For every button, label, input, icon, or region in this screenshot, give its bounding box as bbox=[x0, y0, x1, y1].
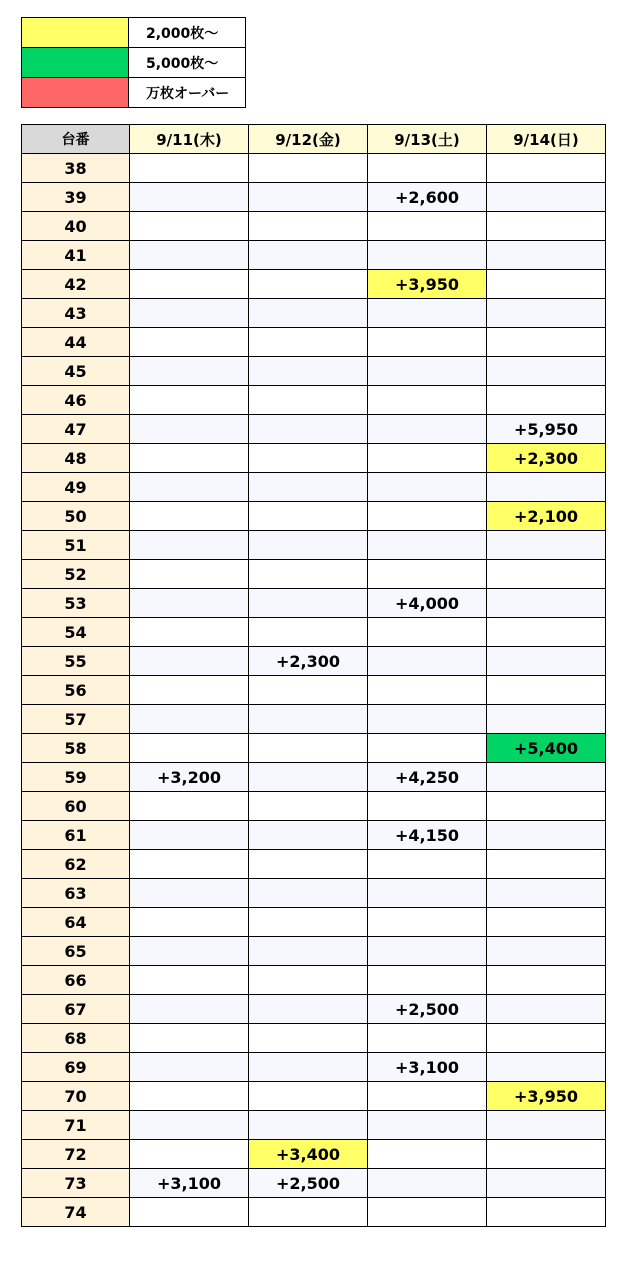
result-cell bbox=[130, 415, 249, 444]
result-cell bbox=[487, 1024, 606, 1053]
table-row bbox=[22, 531, 606, 560]
result-cell bbox=[368, 879, 487, 908]
result-cell bbox=[487, 560, 606, 589]
legend-label: 2,000枚〜 bbox=[129, 18, 246, 48]
table-row bbox=[22, 1082, 606, 1111]
result-cell bbox=[368, 705, 487, 734]
legend-row bbox=[22, 78, 246, 108]
result-cell bbox=[368, 502, 487, 531]
machine-number: 66 bbox=[22, 966, 130, 995]
result-cell bbox=[249, 241, 368, 270]
result-cell bbox=[368, 1082, 487, 1111]
result-cell bbox=[130, 647, 249, 676]
result-cell bbox=[368, 908, 487, 937]
machine-number: 61 bbox=[22, 821, 130, 850]
table-row bbox=[22, 676, 606, 705]
result-cell bbox=[487, 212, 606, 241]
result-cell bbox=[368, 241, 487, 270]
legend-table bbox=[21, 17, 246, 108]
result-cell bbox=[249, 212, 368, 241]
result-cell bbox=[249, 270, 368, 299]
machine-number: 47 bbox=[22, 415, 130, 444]
table-row bbox=[22, 879, 606, 908]
result-cell: +4,250 bbox=[368, 763, 487, 792]
result-cell bbox=[249, 473, 368, 502]
result-cell bbox=[487, 705, 606, 734]
result-cell bbox=[487, 792, 606, 821]
result-cell: +4,000 bbox=[368, 589, 487, 618]
machine-number: 60 bbox=[22, 792, 130, 821]
result-cell bbox=[249, 821, 368, 850]
result-cell bbox=[249, 734, 368, 763]
result-cell bbox=[368, 647, 487, 676]
table-row bbox=[22, 1111, 606, 1140]
result-cell bbox=[249, 560, 368, 589]
legend-swatch-yellow bbox=[22, 18, 129, 48]
table-row bbox=[22, 502, 606, 531]
result-cell: +2,300 bbox=[249, 647, 368, 676]
result-cell bbox=[368, 560, 487, 589]
result-cell bbox=[487, 1111, 606, 1140]
result-cell bbox=[130, 1082, 249, 1111]
result-cell bbox=[249, 502, 368, 531]
result-cell bbox=[487, 328, 606, 357]
result-cell bbox=[368, 444, 487, 473]
table-row bbox=[22, 618, 606, 647]
result-cell bbox=[130, 966, 249, 995]
machine-number: 40 bbox=[22, 212, 130, 241]
result-cell bbox=[130, 531, 249, 560]
table-row bbox=[22, 1024, 606, 1053]
result-cell bbox=[368, 792, 487, 821]
table-row bbox=[22, 386, 606, 415]
result-cell bbox=[130, 850, 249, 879]
machine-number: 49 bbox=[22, 473, 130, 502]
table-row bbox=[22, 328, 606, 357]
result-cell bbox=[487, 589, 606, 618]
result-cell bbox=[249, 937, 368, 966]
machine-number: 58 bbox=[22, 734, 130, 763]
machine-number: 53 bbox=[22, 589, 130, 618]
result-cell bbox=[249, 531, 368, 560]
table-row bbox=[22, 473, 606, 502]
machine-number: 56 bbox=[22, 676, 130, 705]
result-cell bbox=[368, 850, 487, 879]
result-cell bbox=[368, 415, 487, 444]
result-cell bbox=[487, 676, 606, 705]
result-cell bbox=[487, 763, 606, 792]
result-cell bbox=[487, 183, 606, 212]
table-row bbox=[22, 995, 606, 1024]
machine-number: 42 bbox=[22, 270, 130, 299]
result-cell bbox=[368, 676, 487, 705]
result-cell bbox=[130, 1053, 249, 1082]
result-cell: +3,100 bbox=[368, 1053, 487, 1082]
result-cell bbox=[130, 473, 249, 502]
result-cell bbox=[487, 1053, 606, 1082]
machine-number: 46 bbox=[22, 386, 130, 415]
result-cell bbox=[368, 1111, 487, 1140]
result-cell bbox=[487, 531, 606, 560]
result-cell bbox=[249, 328, 368, 357]
table-row bbox=[22, 212, 606, 241]
table-row bbox=[22, 1198, 606, 1227]
result-cell bbox=[130, 1198, 249, 1227]
result-cell bbox=[130, 705, 249, 734]
result-cell: +2,500 bbox=[368, 995, 487, 1024]
result-cell: +4,150 bbox=[368, 821, 487, 850]
machine-number: 54 bbox=[22, 618, 130, 647]
machine-number: 73 bbox=[22, 1169, 130, 1198]
machine-number: 69 bbox=[22, 1053, 130, 1082]
legend-swatch-green bbox=[22, 48, 129, 78]
machine-number: 74 bbox=[22, 1198, 130, 1227]
result-cell bbox=[130, 589, 249, 618]
table-row bbox=[22, 966, 606, 995]
result-cell bbox=[249, 1111, 368, 1140]
legend-swatch-red bbox=[22, 78, 129, 108]
result-cell bbox=[249, 676, 368, 705]
table-row bbox=[22, 937, 606, 966]
result-cell bbox=[368, 154, 487, 183]
header-date: 9/13(土) bbox=[368, 125, 487, 154]
result-cell: +3,200 bbox=[130, 763, 249, 792]
machine-number: 68 bbox=[22, 1024, 130, 1053]
result-cell bbox=[130, 937, 249, 966]
result-cell bbox=[130, 995, 249, 1024]
table-row bbox=[22, 792, 606, 821]
header-date: 9/12(金) bbox=[249, 125, 368, 154]
table-row bbox=[22, 734, 606, 763]
result-cell bbox=[249, 792, 368, 821]
result-cell bbox=[487, 879, 606, 908]
header-row bbox=[22, 125, 606, 154]
table-body bbox=[22, 154, 606, 1227]
machine-number: 57 bbox=[22, 705, 130, 734]
result-cell bbox=[487, 850, 606, 879]
result-cell bbox=[249, 415, 368, 444]
result-cell bbox=[368, 1198, 487, 1227]
result-cell bbox=[249, 183, 368, 212]
result-cell bbox=[249, 966, 368, 995]
result-cell bbox=[249, 444, 368, 473]
machine-number: 41 bbox=[22, 241, 130, 270]
machine-number: 59 bbox=[22, 763, 130, 792]
result-cell bbox=[487, 821, 606, 850]
result-cell: +2,600 bbox=[368, 183, 487, 212]
result-cell bbox=[368, 328, 487, 357]
machine-number: 52 bbox=[22, 560, 130, 589]
result-cell: +3,950 bbox=[368, 270, 487, 299]
result-cell bbox=[130, 241, 249, 270]
result-cell bbox=[249, 386, 368, 415]
result-cell: +2,500 bbox=[249, 1169, 368, 1198]
result-cell: +3,400 bbox=[249, 1140, 368, 1169]
table-row bbox=[22, 154, 606, 183]
table-row bbox=[22, 1169, 606, 1198]
result-cell bbox=[130, 560, 249, 589]
machine-number: 43 bbox=[22, 299, 130, 328]
result-cell bbox=[130, 821, 249, 850]
result-cell bbox=[249, 1053, 368, 1082]
result-cell bbox=[130, 328, 249, 357]
table-row bbox=[22, 589, 606, 618]
table-row bbox=[22, 763, 606, 792]
result-cell bbox=[249, 763, 368, 792]
result-cell bbox=[368, 734, 487, 763]
table-row bbox=[22, 908, 606, 937]
result-cell bbox=[249, 705, 368, 734]
result-cell: +5,950 bbox=[487, 415, 606, 444]
result-cell bbox=[130, 1024, 249, 1053]
table-row bbox=[22, 705, 606, 734]
table-row bbox=[22, 560, 606, 589]
legend-row bbox=[22, 48, 246, 78]
result-cell bbox=[130, 734, 249, 763]
result-cell: +2,300 bbox=[487, 444, 606, 473]
table-row bbox=[22, 850, 606, 879]
machine-number: 48 bbox=[22, 444, 130, 473]
machine-number: 63 bbox=[22, 879, 130, 908]
result-cell bbox=[249, 357, 368, 386]
result-cell bbox=[487, 647, 606, 676]
table-row bbox=[22, 1140, 606, 1169]
machine-number: 65 bbox=[22, 937, 130, 966]
machine-number: 70 bbox=[22, 1082, 130, 1111]
result-cell bbox=[130, 154, 249, 183]
table-row bbox=[22, 444, 606, 473]
table-row bbox=[22, 821, 606, 850]
result-cell bbox=[368, 473, 487, 502]
result-cell bbox=[487, 937, 606, 966]
result-cell bbox=[487, 1140, 606, 1169]
result-cell bbox=[487, 908, 606, 937]
result-cell bbox=[130, 357, 249, 386]
result-cell bbox=[249, 1082, 368, 1111]
result-cell bbox=[249, 154, 368, 183]
result-cell bbox=[487, 1198, 606, 1227]
result-cell bbox=[130, 270, 249, 299]
result-cell bbox=[487, 1169, 606, 1198]
result-cell bbox=[130, 792, 249, 821]
header-date: 9/14(日) bbox=[487, 125, 606, 154]
result-cell bbox=[249, 589, 368, 618]
result-cell bbox=[249, 618, 368, 647]
result-cell bbox=[130, 444, 249, 473]
result-cell bbox=[249, 299, 368, 328]
result-cell bbox=[368, 966, 487, 995]
result-cell bbox=[249, 908, 368, 937]
result-cell bbox=[130, 183, 249, 212]
result-cell bbox=[368, 212, 487, 241]
result-cell: +2,100 bbox=[487, 502, 606, 531]
result-cell bbox=[487, 299, 606, 328]
result-cell bbox=[130, 879, 249, 908]
result-cell bbox=[368, 357, 487, 386]
result-cell bbox=[368, 1140, 487, 1169]
result-cell bbox=[368, 618, 487, 647]
machine-number: 38 bbox=[22, 154, 130, 183]
result-cell bbox=[130, 676, 249, 705]
result-cell bbox=[130, 502, 249, 531]
machine-number: 51 bbox=[22, 531, 130, 560]
result-cell bbox=[130, 299, 249, 328]
result-cell: +5,400 bbox=[487, 734, 606, 763]
result-cell: +3,100 bbox=[130, 1169, 249, 1198]
result-cell bbox=[487, 357, 606, 386]
result-cell bbox=[368, 1024, 487, 1053]
result-cell bbox=[368, 531, 487, 560]
legend-row bbox=[22, 18, 246, 48]
table-row bbox=[22, 357, 606, 386]
result-cell bbox=[487, 966, 606, 995]
result-cell bbox=[487, 241, 606, 270]
result-cell bbox=[130, 908, 249, 937]
result-cell bbox=[130, 618, 249, 647]
result-cell bbox=[130, 1111, 249, 1140]
table-row bbox=[22, 241, 606, 270]
legend-label: 5,000枚〜 bbox=[129, 48, 246, 78]
table-row bbox=[22, 183, 606, 212]
machine-number: 64 bbox=[22, 908, 130, 937]
result-cell bbox=[249, 879, 368, 908]
result-cell bbox=[487, 386, 606, 415]
legend-label: 万枚オーバー bbox=[129, 78, 246, 108]
result-cell bbox=[487, 154, 606, 183]
table-row bbox=[22, 299, 606, 328]
table-row bbox=[22, 270, 606, 299]
result-cell bbox=[368, 1169, 487, 1198]
header-date: 9/11(木) bbox=[130, 125, 249, 154]
result-cell bbox=[487, 270, 606, 299]
result-cell bbox=[249, 1198, 368, 1227]
result-cell bbox=[368, 299, 487, 328]
result-cell: +3,950 bbox=[487, 1082, 606, 1111]
result-cell bbox=[487, 473, 606, 502]
result-cell bbox=[368, 386, 487, 415]
machine-number: 39 bbox=[22, 183, 130, 212]
result-cell bbox=[130, 386, 249, 415]
result-cell bbox=[130, 212, 249, 241]
machine-number: 45 bbox=[22, 357, 130, 386]
machine-number: 71 bbox=[22, 1111, 130, 1140]
machine-number: 72 bbox=[22, 1140, 130, 1169]
machine-number: 67 bbox=[22, 995, 130, 1024]
result-cell bbox=[249, 1024, 368, 1053]
machine-number: 62 bbox=[22, 850, 130, 879]
table-row bbox=[22, 647, 606, 676]
result-cell bbox=[487, 995, 606, 1024]
machine-number: 55 bbox=[22, 647, 130, 676]
machine-number: 44 bbox=[22, 328, 130, 357]
table-row bbox=[22, 1053, 606, 1082]
result-cell bbox=[368, 937, 487, 966]
result-cell bbox=[130, 1140, 249, 1169]
result-cell bbox=[249, 850, 368, 879]
results-table bbox=[21, 124, 606, 1227]
table-row bbox=[22, 415, 606, 444]
header-machine-number: 台番 bbox=[22, 125, 130, 154]
machine-number: 50 bbox=[22, 502, 130, 531]
result-cell bbox=[249, 995, 368, 1024]
result-cell bbox=[487, 618, 606, 647]
